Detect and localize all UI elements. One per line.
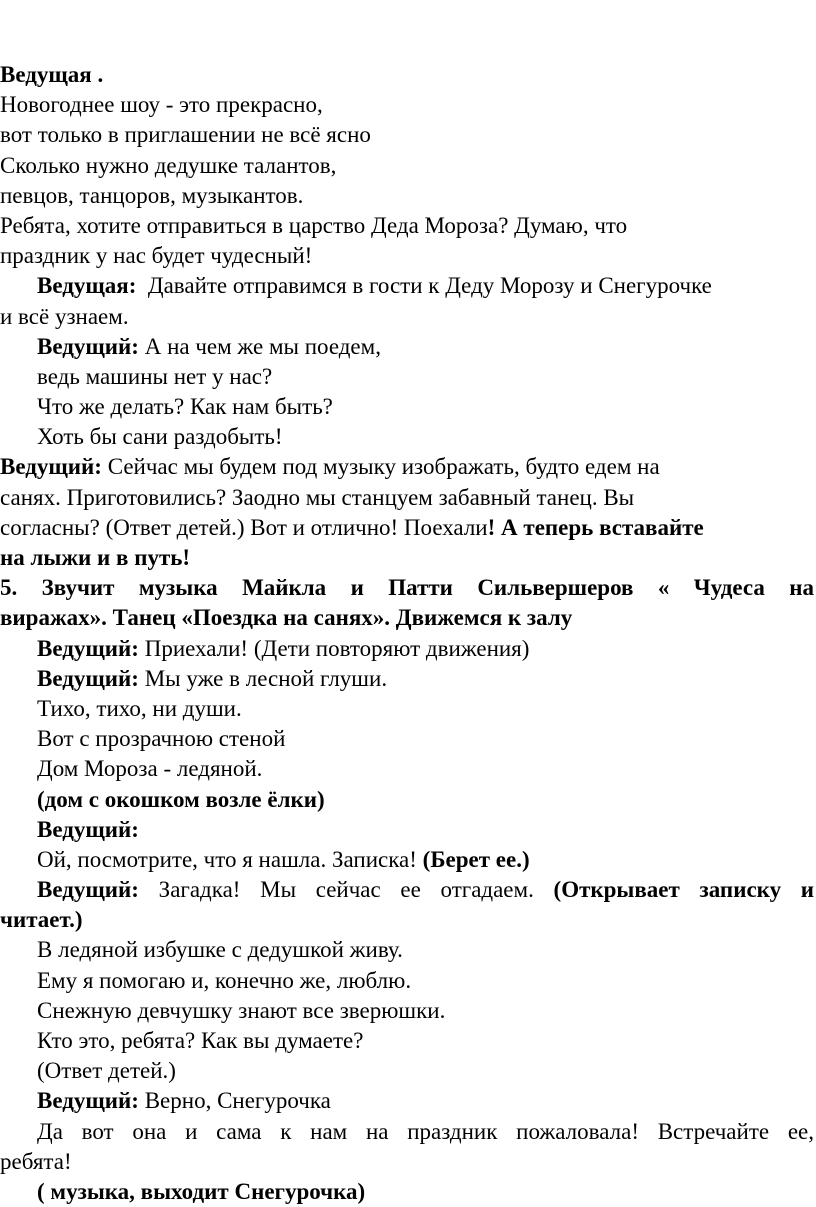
- speaker-label: Ведущий:: [0, 454, 102, 480]
- text-line: Ему я помогаю и, конечно же, люблю.: [37, 967, 412, 993]
- bold-text: виражах». Танец «Поездка на санях». Движемся к залу: [0, 605, 573, 631]
- text-line: Дом Мороза - ледяной.: [37, 756, 263, 782]
- text-line: Новогоднее шоу - это прекрасно,: [0, 92, 323, 118]
- text-line: (Ответ детей.): [37, 1058, 176, 1084]
- text-line: [0, 513, 814, 543]
- text-line: [0, 603, 814, 633]
- line-text: Верно, Снегурочка: [144, 1088, 331, 1114]
- line-text: Сейчас мы будем под музыку изображать, будто едем на: [107, 454, 660, 480]
- text-line: ребята!: [0, 1148, 72, 1174]
- bold-text: (Берет ее.): [422, 846, 530, 872]
- text-line: [0, 875, 814, 905]
- speaker-label: Ведущая:: [37, 273, 137, 299]
- text-line: В ледяной избушке с дедушкой живу.: [37, 937, 403, 963]
- bold-text: ! А теперь вставайте: [487, 514, 704, 540]
- text-line: Да вот она и сама к нам на праздник пожаловала! Встречайте ее,: [37, 1118, 814, 1144]
- text-line: [0, 845, 814, 875]
- bold-text: 5. Звучит музыка Майкла и Патти Сильвершеров « Чудеса на: [0, 575, 814, 601]
- speaker-label: Ведущий:: [37, 635, 139, 661]
- speaker-label: Ведущий:: [37, 877, 139, 903]
- text-line: [0, 634, 814, 664]
- text-line: [0, 271, 814, 301]
- bold-text: на лыжи и в путь!: [0, 545, 191, 570]
- speaker-label: Ведущий:: [37, 665, 139, 691]
- text-line: [0, 664, 814, 694]
- text-line: [0, 785, 814, 815]
- text-line: [0, 332, 814, 362]
- bold-text: (дом с окошком возле ёлки): [37, 786, 325, 812]
- text-line: Ребята, хотите отправиться в царство Деда Мороза? Думаю, что: [0, 212, 628, 238]
- text-line: ведь машины нет у нас?: [37, 363, 273, 389]
- document-page: [0, 60, 814, 1207]
- text-line: и всё узнаем.: [0, 303, 129, 329]
- text-line: вот только в приглашении не всё ясно: [0, 122, 371, 148]
- speaker-label: Ведущий:: [37, 1088, 139, 1114]
- bold-text: (Открывает записку и: [553, 877, 815, 903]
- text-line: [0, 60, 814, 90]
- speaker-label: Ведущая .: [0, 62, 104, 87]
- text-line: Тихо, тихо, ни души.: [37, 695, 242, 721]
- text-line: Снежную девчушку знают все зверюшки.: [37, 997, 446, 1023]
- bold-text: читает.): [0, 907, 83, 933]
- line-text: Давайте отправимся в гости к Деду Морозу и Снегурочке: [147, 273, 712, 299]
- line-text: Загадка! Мы сейчас ее отгадаем.: [158, 877, 534, 903]
- line-text: Мы уже в лесной глуши.: [144, 665, 388, 691]
- bold-text: ( музыка, выходит Снегурочка): [37, 1178, 366, 1204]
- text-line: певцов, танцоров, музыкантов.: [0, 182, 304, 208]
- text-line: праздник у нас будет чудесный!: [0, 243, 313, 269]
- text-line: [0, 1086, 814, 1116]
- line-text: согласны? (Ответ детей.) Вот и отлично! Поехали: [0, 514, 488, 540]
- text-line: Кто это, ребята? Как вы думаете?: [37, 1028, 364, 1053]
- text-line: [0, 452, 814, 482]
- text-line: Что же делать? Как нам быть?: [37, 394, 333, 420]
- text-line: [0, 1177, 814, 1207]
- text-line: Сколько нужно дедушке талантов,: [0, 152, 337, 178]
- text-line: Хоть бы сани раздобыть!: [37, 424, 283, 450]
- line-text: А на чем же мы поедем,: [144, 333, 381, 359]
- text-line: санях. Приготовились? Заодно мы станцуем забавный танец. Вы: [0, 484, 635, 510]
- speaker-label: Ведущий:: [37, 333, 139, 359]
- text-line: Вот с прозрачною стеной: [37, 726, 286, 752]
- speaker-label: Ведущий:: [37, 816, 139, 842]
- line-text: Ой, посмотрите, что я нашла. Записка!: [37, 846, 417, 872]
- text-line: [0, 905, 814, 935]
- text-line: [0, 815, 814, 845]
- text-line: [0, 573, 814, 603]
- line-text: Приехали! (Дети повторяют движения): [144, 635, 530, 661]
- text-line: [0, 543, 814, 573]
